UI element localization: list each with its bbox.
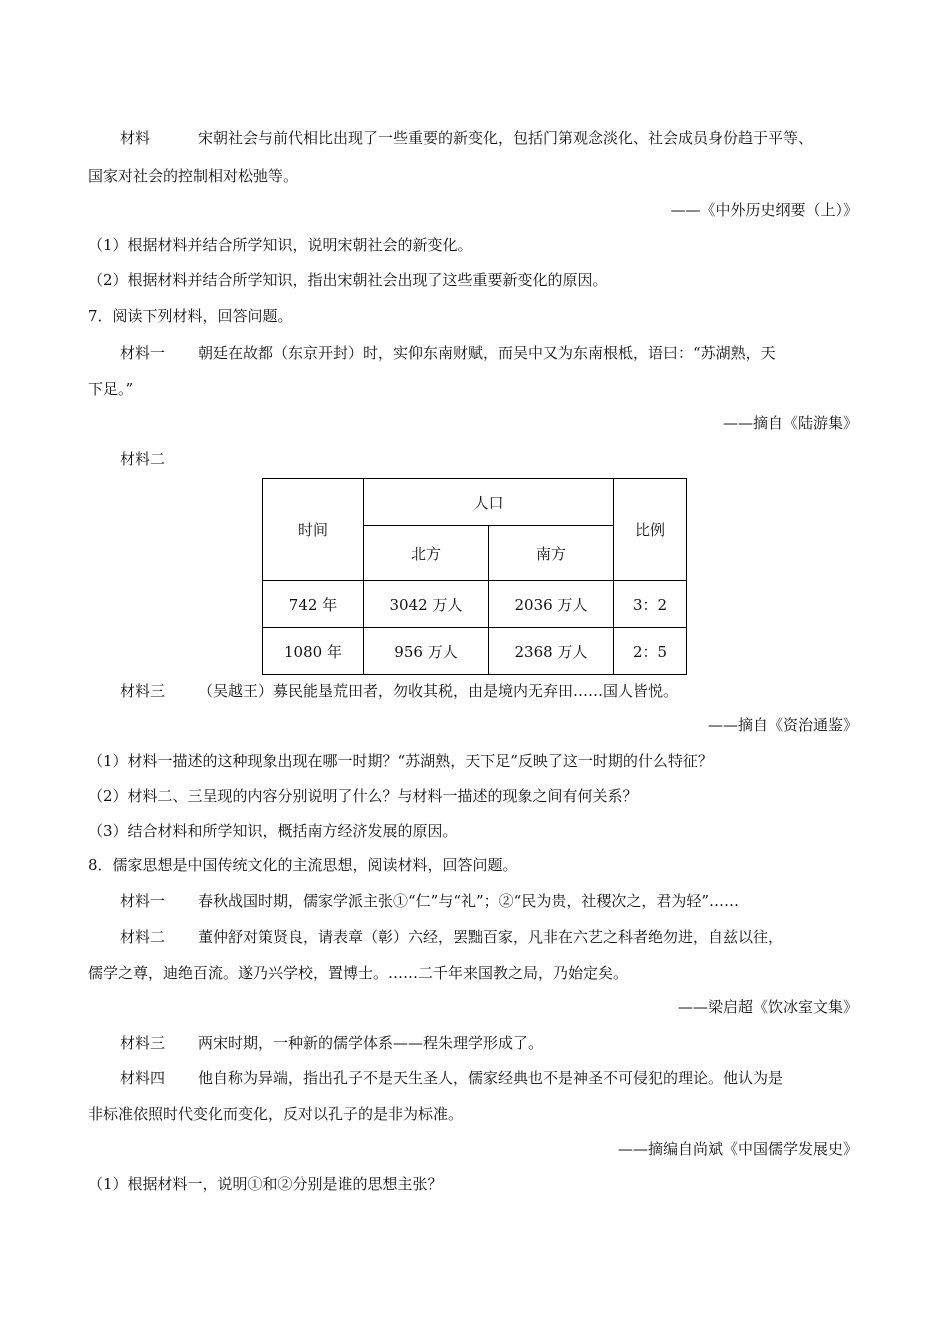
q8-m4-text1: 他自称为异端，指出孔子不是天生圣人，儒家经典也不是神圣不可侵犯的理论。他认为是 [198,1069,784,1087]
q7-m3-source: ——摘自《资治通鉴》 [707,716,858,734]
q7-title: 7．阅读下列材料，回答问题。 [88,307,293,325]
q7-m3-label: 材料三 [120,682,166,700]
th-north: 北方 [364,526,489,581]
q8-m1-label: 材料一 [120,892,166,910]
q7-sub1: （1）材料一描述的这种现象出现在哪一时期？“苏湖熟，天下足”反映了这一时期的什么特征？ [88,752,713,770]
q8-m1-text: 春秋战国时期，儒家学派主张①“仁”与“礼”；②“民为贵，社稷次之，君为轻”…… [198,892,740,910]
q6-material-text2: 国家对社会的控制相对松弛等。 [88,167,299,185]
q8-m2-line1 [120,927,783,947]
cell-north: 3042 万人 [364,581,489,628]
q7-m1-source: ——摘自《陆游集》 [722,414,858,432]
cell-north: 956 万人 [364,628,489,675]
q8-m2-text2: 儒学之尊，迪绝百流。遂乃兴学校，置博士。……二千年来国教之局，乃始定矣。 [88,964,629,982]
q8-m1-line [120,891,739,911]
q8-m3-line [120,1033,543,1053]
q8-sub1: （1）根据材料一，说明①和②分别是谁的思想主张？ [88,1175,443,1193]
q7-sub3: （3）结合材料和所学知识，概括南方经济发展的原因。 [88,822,458,840]
cell-south: 2036 万人 [489,581,614,628]
th-south: 南方 [489,526,614,581]
table-row [263,581,687,628]
q6-material-line1 [120,128,813,148]
population-table [262,478,687,675]
cell-south: 2368 万人 [489,628,614,675]
th-ratio: 比例 [614,479,687,581]
table-row [263,628,687,675]
cell-ratio: 3：2 [614,581,687,628]
q8-m4-source: ——摘编自尚斌《中国儒学发展史》 [617,1140,858,1158]
q8-m3-label: 材料三 [120,1034,166,1052]
q7-m1-text1: 朝廷在故都（东京开封）时，实仰东南财赋，而吴中又为东南根柢，语曰：“苏湖熟，天 [198,344,776,362]
q7-m3-line [120,681,678,701]
cell-time: 742 年 [263,581,364,628]
th-population: 人口 [364,479,614,526]
q6-sub1: （1）根据材料并结合所学知识，说明宋朝社会的新变化。 [88,236,473,254]
q8-m2-source: ——梁启超《饮冰室文集》 [677,998,858,1016]
q8-m2-text1: 董仲舒对策贤良，请表章（彰）六经，罢黜百家，凡非在六艺之科者绝勿进，自兹以往， [198,928,784,946]
cell-time: 1080 年 [263,628,364,675]
q8-m4-line1 [120,1068,783,1088]
q6-material-text1: 宋朝社会与前代相比出现了一些重要的新变化，包括门第观念淡化、社会成员身份趋于平等、 [198,129,814,147]
q8-m3-text: 两宋时期，一种新的儒学体系——程朱理学形成了。 [198,1034,544,1052]
th-time: 时间 [263,479,364,581]
q6-source: ——《中外历史纲要（上）》 [670,201,858,219]
q6-sub2: （2）根据材料并结合所学知识，指出宋朝社会出现了这些重要新变化的原因。 [88,271,608,289]
q7-m1-line1 [120,343,776,363]
q7-m2-label: 材料二 [120,450,166,468]
q7-sub2: （2）材料二、三呈现的内容分别说明了什么？与材料一描述的现象之间有何关系？ [88,787,638,805]
q7-m1-label: 材料一 [120,344,166,362]
q7-m1-text2: 下足。” [88,380,134,398]
q6-material-label: 材料 [120,129,151,147]
q8-m4-label: 材料四 [120,1069,166,1087]
q7-m3-text: （吴越王）募民能垦荒田者，勿收其税，由是境内无弃田……国人皆悦。 [198,682,679,700]
q8-title: 8．儒家思想是中国传统文化的主流思想，阅读材料，回答问题。 [88,856,518,874]
q8-m2-label: 材料二 [120,928,166,946]
q8-m4-text2: 非标准依照时代变化而变化，反对以孔子的是非为标准。 [88,1105,464,1123]
cell-ratio: 2：5 [614,628,687,675]
